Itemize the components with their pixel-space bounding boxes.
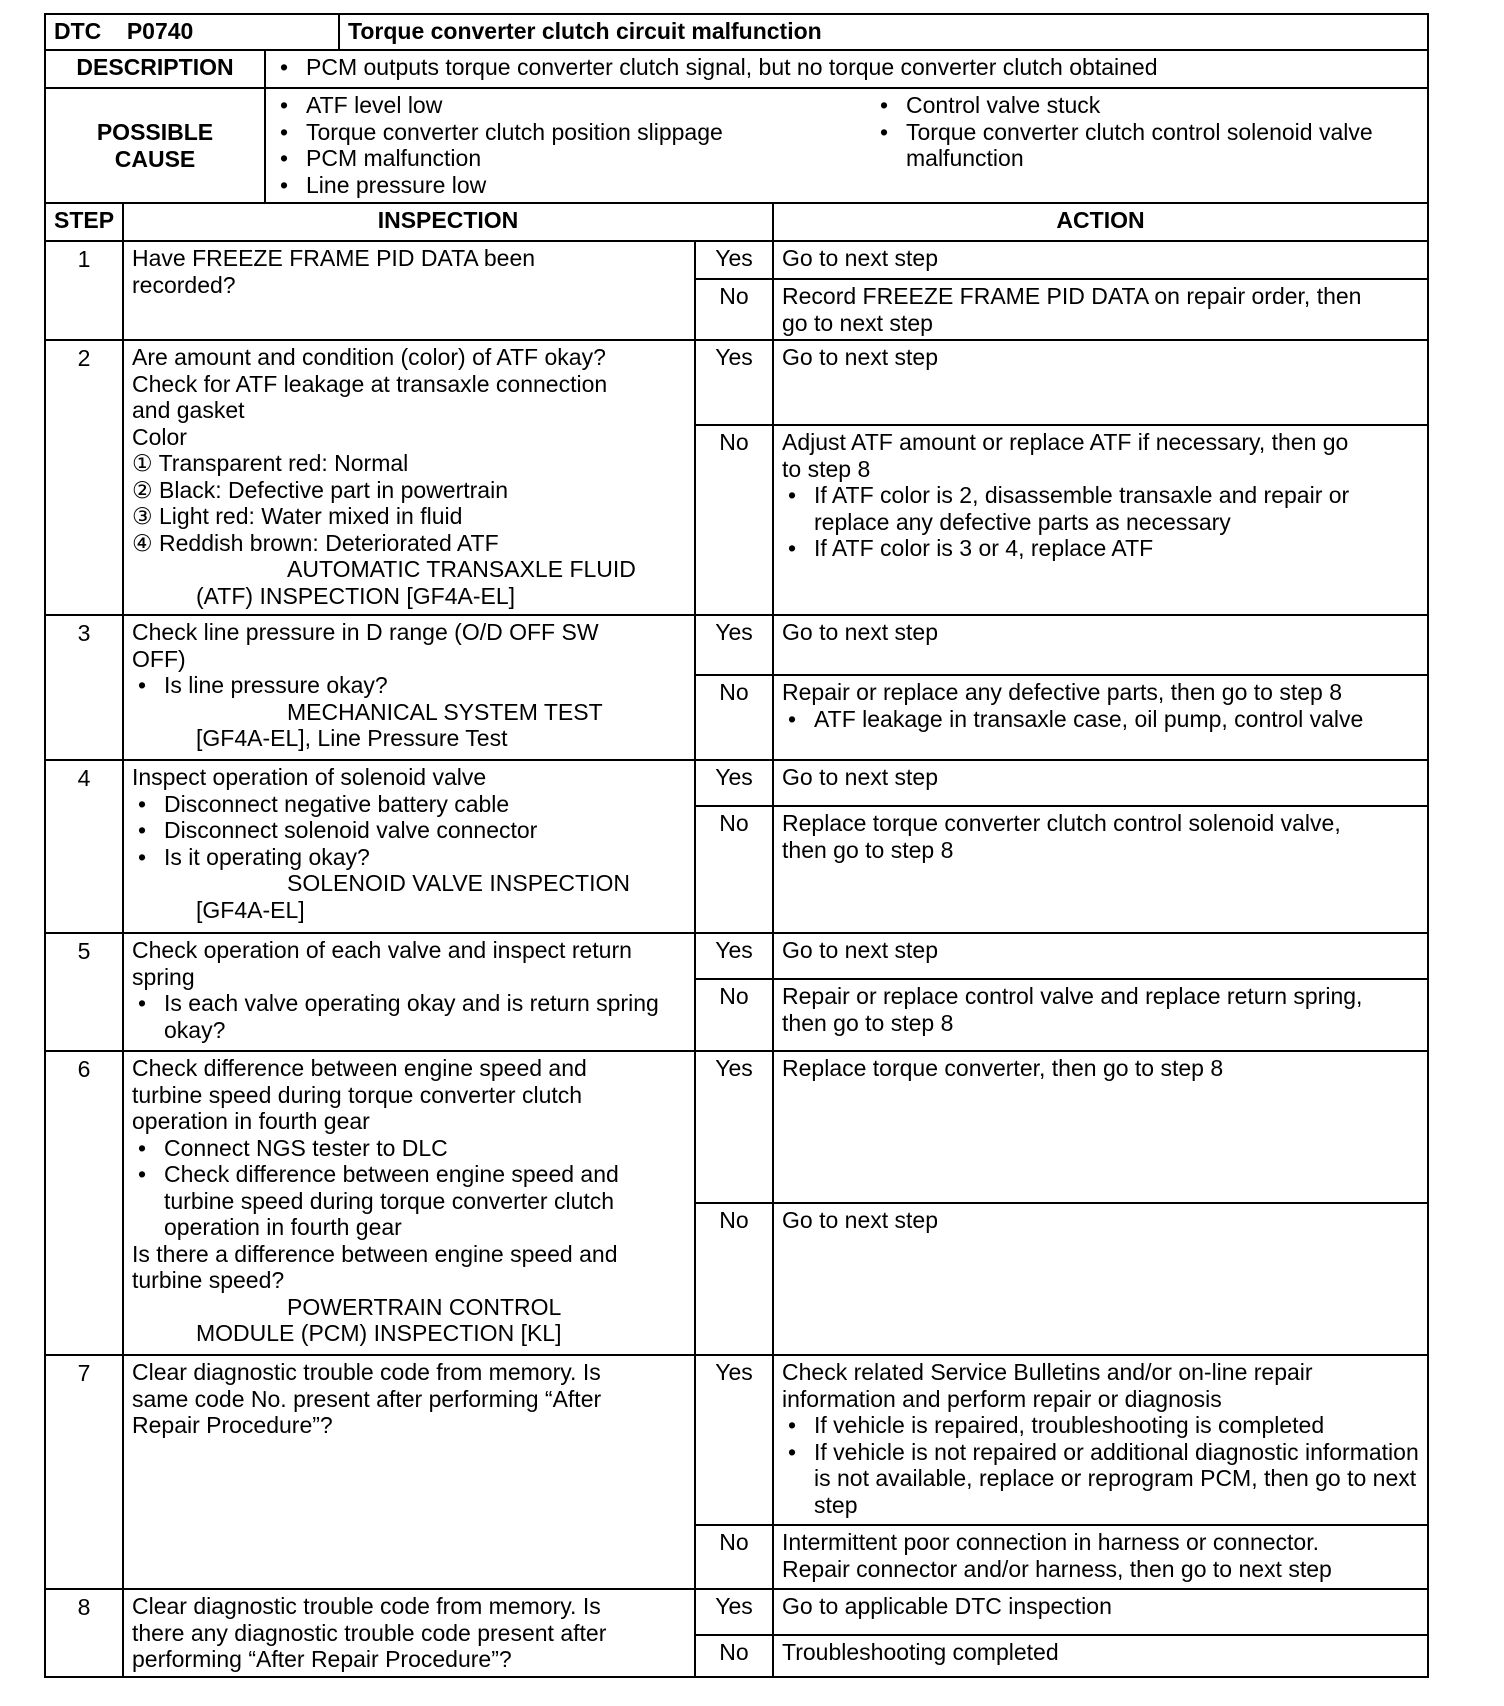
- no-label: No: [695, 1203, 773, 1355]
- no-action: Repair or replace control valve and replace return spring, then go to step 8: [773, 979, 1428, 1051]
- manual-reference: [GF4A-EL]: [196, 896, 305, 923]
- step-inspection: Are amount and condition (color) of ATF okay? Check for ATF leakage at transaxle connection and gasket Color ① Transparent red: Normal ② Black: Defective part in powertrain ③ Light red: Water mixed in fluid ④ Reddish brown: Deteriorated ATF AUTOMATIC TRANSAXLE FLUID (ATF) INSPECTION [GF4A-EL]: [123, 340, 695, 615]
- no-action: Go to next step: [773, 1203, 1428, 1355]
- no-label: No: [695, 1525, 773, 1589]
- diagnostic-page: [44, 13, 1429, 1678]
- manual-reference: MODULE (PCM) INSPECTION [KL]: [196, 1320, 562, 1346]
- steps-header-row: [45, 203, 1428, 241]
- yes-label: Yes: [695, 1589, 773, 1635]
- dtc-title: Torque converter clutch circuit malfunction: [339, 14, 1428, 50]
- yes-action: Check related Service Bulletins and/or on-line repair information and perform repair or diagnosis • If vehicle is repaired, troubleshooting is completed • If vehicle is not repaired or additional diagnostic information is not available, replace or reprogram PCM, then go to next step: [773, 1355, 1428, 1525]
- no-action: Record FREEZE FRAME PID DATA on repair order, then go to next step: [773, 279, 1428, 340]
- step-number: 4: [45, 760, 123, 933]
- step-inspection: Clear diagnostic trouble code from memory. Is same code No. present after performing “After Repair Procedure”?: [123, 1355, 695, 1589]
- list-item: • If vehicle is not repaired or additional diagnostic information is not available, replace or reprogram PCM, then go to next step: [782, 1439, 1419, 1519]
- step-inspection: Check line pressure in D range (O/D OFF SW OFF) • Is line pressure okay? MECHANICAL SYSTEM TEST [GF4A-EL], Line Pressure Test: [123, 615, 695, 760]
- list-item: • Is each valve operating okay and is return spring okay?: [132, 990, 686, 1043]
- yes-action: Go to applicable DTC inspection: [773, 1589, 1428, 1635]
- yes-action: Go to next step: [773, 241, 1428, 279]
- manual-reference: AUTOMATIC TRANSAXLE FLUID: [287, 556, 636, 582]
- list-item: • Connect NGS tester to DLC: [132, 1135, 686, 1162]
- yes-label: Yes: [695, 760, 773, 806]
- table-row: [45, 760, 1428, 806]
- no-action: Troubleshooting completed: [773, 1635, 1428, 1677]
- list-item: • If ATF color is 3 or 4, replace ATF: [782, 535, 1419, 562]
- list-item: • Disconnect solenoid valve connector: [132, 817, 686, 844]
- list-item: • Torque converter clutch position slippage: [274, 119, 874, 146]
- table-row: [45, 1589, 1428, 1635]
- yes-label: Yes: [695, 1051, 773, 1203]
- inspection-column-header: INSPECTION: [123, 203, 773, 241]
- manual-reference: MECHANICAL SYSTEM TEST: [287, 698, 603, 725]
- yes-action: Replace torque converter, then go to step 8: [773, 1051, 1428, 1203]
- table-row: [45, 241, 1428, 279]
- manual-reference: [GF4A-EL], Line Pressure Test: [196, 725, 508, 751]
- dtc-code-cell: [45, 14, 339, 50]
- list-item: • Torque converter clutch control solenoid valve malfunction: [874, 119, 1419, 172]
- causes-right-list: [874, 92, 1419, 198]
- list-item: • Is it operating okay?: [132, 844, 686, 871]
- manual-reference: SOLENOID VALVE INSPECTION: [287, 870, 630, 896]
- no-action: Repair or replace any defective parts, then go to step 8 • ATF leakage in transaxle case, oil pump, control valve: [773, 675, 1428, 760]
- yes-label: Yes: [695, 340, 773, 425]
- list-item: • Line pressure low: [274, 172, 874, 199]
- no-label: No: [695, 279, 773, 340]
- list-item: • Check difference between engine speed and turbine speed during torque converter clutch operation in fourth gear: [132, 1161, 686, 1241]
- no-label: No: [695, 1635, 773, 1677]
- list-item: • ATF level low: [274, 92, 874, 119]
- step-inspection: Check operation of each valve and inspect return spring • Is each valve operating okay and is return spring okay?: [123, 933, 695, 1051]
- table-row: [45, 340, 1428, 425]
- yes-action: Go to next step: [773, 760, 1428, 806]
- dtc-header-table: [44, 13, 1429, 51]
- description-table: [44, 49, 1429, 204]
- yes-action: Go to next step: [773, 933, 1428, 979]
- no-action: Replace torque converter clutch control solenoid valve, then go to step 8: [773, 806, 1428, 933]
- step-number: 7: [45, 1355, 123, 1589]
- list-item: • Is line pressure okay?: [132, 672, 686, 699]
- list-item: • PCM malfunction: [274, 145, 874, 172]
- yes-label: Yes: [695, 241, 773, 279]
- table-row: [45, 1051, 1428, 1203]
- table-row: [45, 1355, 1428, 1525]
- list-item: • Disconnect negative battery cable: [132, 791, 686, 818]
- step-number: 5: [45, 933, 123, 1051]
- no-label: No: [695, 675, 773, 760]
- causes-left-list: [274, 92, 874, 198]
- list-item: • Control valve stuck: [874, 92, 1419, 119]
- steps-table: [44, 202, 1429, 1678]
- manual-reference: (ATF) INSPECTION [GF4A-EL]: [196, 582, 516, 609]
- action-column-header: ACTION: [773, 203, 1428, 241]
- no-label: No: [695, 806, 773, 933]
- step-column-header: STEP: [45, 203, 123, 241]
- list-item: • If ATF color is 2, disassemble transaxle and repair or replace any defective parts as necessary: [782, 482, 1419, 535]
- possible-cause-cell: [265, 88, 1428, 203]
- step-inspection: Check difference between engine speed and turbine speed during torque converter clutch operation in fourth gear • Connect NGS tester to DLC • Check difference between engine speed and turbine speed during torque converter clutch operation in fourth gear Is there a difference between engine speed and turbine speed? POWERTRAIN CONTROL MODULE (PCM) INSPECTION [KL]: [123, 1051, 695, 1355]
- yes-label: Yes: [695, 933, 773, 979]
- yes-action: Go to next step: [773, 340, 1428, 425]
- dtc-label: DTC: [54, 18, 102, 44]
- yes-label: Yes: [695, 615, 773, 675]
- possible-cause-label: POSSIBLE CAUSE: [45, 88, 265, 203]
- no-action: Intermittent poor connection in harness or connector. Repair connector and/or harness, then go to next step: [773, 1525, 1428, 1589]
- manual-reference: POWERTRAIN CONTROL: [287, 1293, 562, 1320]
- no-label: No: [695, 979, 773, 1051]
- list-item: • If vehicle is repaired, troubleshooting is completed: [782, 1412, 1419, 1439]
- no-label: No: [695, 425, 773, 615]
- step-number: 3: [45, 615, 123, 760]
- step-inspection: Clear diagnostic trouble code from memory. Is there any diagnostic trouble code present after performing “After Repair Procedure”?: [123, 1589, 695, 1677]
- yes-action: Go to next step: [773, 615, 1428, 675]
- step-number: 6: [45, 1051, 123, 1355]
- table-row: [45, 933, 1428, 979]
- step-inspection: Have FREEZE FRAME PID DATA been recorded?: [123, 241, 695, 340]
- step-inspection: Inspect operation of solenoid valve • Disconnect negative battery cable • Disconnect solenoid valve connector • Is it operating okay? SOLENOID VALVE INSPECTION [GF4A-EL]: [123, 760, 695, 933]
- no-action: Adjust ATF amount or replace ATF if necessary, then go to step 8 • If ATF color is 2, disassemble transaxle and repair or replace any defective parts as necessary • If ATF color is 3 or 4, replace ATF: [773, 425, 1428, 615]
- yes-label: Yes: [695, 1355, 773, 1525]
- description-text: • PCM outputs torque converter clutch signal, but no torque converter clutch obtained: [274, 54, 1419, 81]
- description-cell: [265, 50, 1428, 88]
- step-number: 1: [45, 241, 123, 340]
- description-label: DESCRIPTION: [45, 50, 265, 88]
- dtc-code: P0740: [126, 18, 194, 44]
- list-item: • ATF leakage in transaxle case, oil pump, control valve: [782, 706, 1419, 733]
- step-number: 2: [45, 340, 123, 615]
- table-row: [45, 615, 1428, 675]
- step-number: 8: [45, 1589, 123, 1677]
